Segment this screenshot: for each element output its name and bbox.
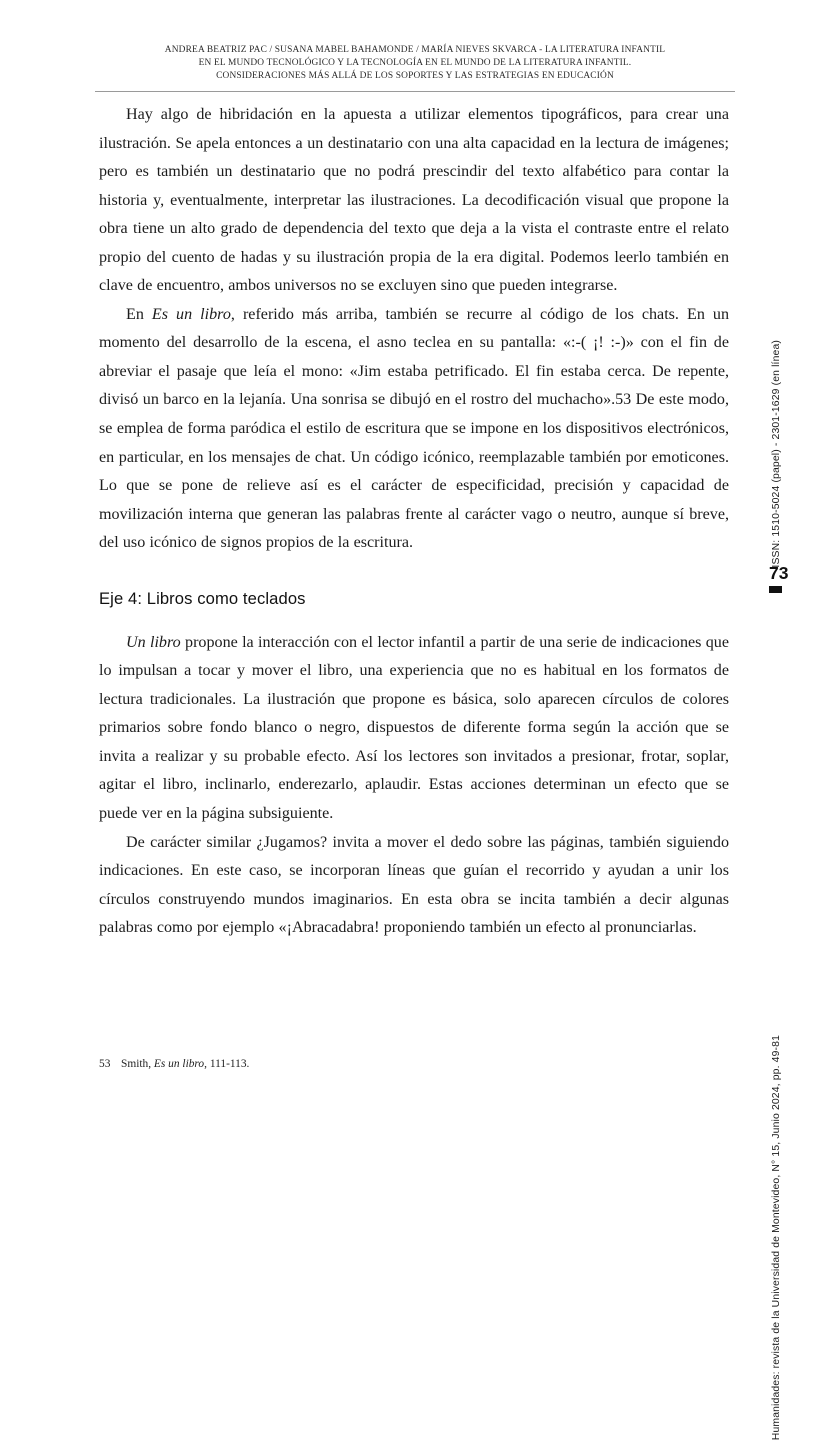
paragraph-es-un-libro (99, 301, 729, 558)
footnote-53 (99, 1056, 729, 1072)
book-title-un-libro: Un libro (126, 633, 181, 651)
running-head (95, 44, 735, 84)
main-text-column (99, 101, 729, 943)
header-divider-rule (95, 91, 735, 92)
running-head-line-3: CONSIDERACIONES MÁS ALLÁ DE LOS SOPORTES Y LAS ESTRATEGIAS EN EDUCACIÓN (216, 71, 614, 82)
footnote-title: Es un libro (153, 1058, 205, 1070)
paragraph-hibridacion: Hay algo de hibridación en la apuesta a utilizar elementos tipográficos, para crear una ilustración. Se apela entonces a un destinatario con una alta capacidad en la lectura de imágenes; pero es también un destinatario que no podrá prescindir del texto alfabético para contar la historia y, eventualmente, interpretar las ilustraciones. La decodificación visual que propone la obra tiene un alto grado de dependencia del texto que deja a la vista el contraste entre el relato propio del cuento de hadas y su ilustración propia de la era digital. Podemos leerlo también en clave de encuentro, ambos universos no se excluyen sino que pueden integrarse. (99, 106, 729, 295)
footnote-pre: Smith, (121, 1058, 154, 1070)
running-head-line-1: ANDREA BEATRIZ PAC / SUSANA MABEL BAHAMONDE / MARÍA NIEVES SKVARCA - LA LITERATURA INFANTIL (164, 45, 666, 55)
footnote-post: , 111-113. (204, 1058, 250, 1070)
page-number: 73 (769, 563, 789, 583)
paragraph-jugamos: De carácter similar ¿Jugamos? invita a mover el dedo sobre las páginas, también siguiendo indicaciones. En este caso, se incorporan líneas que guían el recorrido y ayudan a unir los círculos construyendo mundos imaginarios. En esta obra se incita también a decir algunas palabras como por ejemplo «¡Abracadabra! proponiendo también un efecto al pronunciarlas. (99, 833, 729, 937)
margin-journal-citation: Humanidades: revista de la Universidad de Montevideo, N° 15, Junio 2024, pp. 49-81 (771, 1035, 782, 1440)
section-heading-eje-4: Eje 4: Libros como teclados (99, 588, 306, 608)
folio-marker-block (769, 586, 782, 593)
paragraph-2-pre: En (126, 305, 152, 323)
running-head-line-2: EN EL MUNDO TECNOLÓGICO Y LA TECNOLOGÍA EN EL MUNDO DE LA LITERATURA INFANTIL. (198, 58, 632, 69)
paragraph-2-post: , referido más arriba, también se recurre al código de los chats. En un momento del desarrollo de la escena, el asno teclea en su pantalla: «:-( ¡! :-)» con el fin de abreviar el pasaje que leía el mono: «Jim estaba petrificado. El fin estaba cerca. De repente, divisó un barco en la lejanía. Una sonrisa se dibujó en el rostro del muchacho».53 De este modo, se emplea de forma paródica el estilo de escritura que se impone en los dispositivos electrónicos, en particular, en los mensajes de chat. Un código icónico, reemplazable también por emoticones. Lo que se pone de relieve así es el carácter de especificidad, precisión y capacidad de movilización interna que generan las palabras frente al carácter vago o neutro, aunque sí breve, del uso icónico de signos propios de la escritura. (99, 305, 729, 552)
paragraph-un-libro (99, 629, 729, 829)
page-folio (769, 564, 809, 593)
margin-issn-text: ISSN: 1510-5024 (papel) - 2301-1629 (en línea) (771, 340, 782, 568)
book-title-es-un-libro: Es un libro (151, 305, 231, 323)
paragraph-3-post: propone la interacción con el lector infantil a partir de una serie de indicaciones que lo impulsan a tocar y mover el libro, una experiencia que no es habitual en los formatos de lectura tradicionales. La ilustración que propone es básica, solo aparecen círculos de colores primarios sobre fondo blanco o negro, dispuestos de diferente forma según la acción que se invita a realizar y su probable efecto. Así los lectores son invitados a presionar, frotar, soplar, agitar el libro, inclinarlo, enderezarlo, aplaudir. Estas acciones determinan un efecto que se puede ver en la página subsiguiente. (99, 633, 729, 823)
footnote-number: 53 (99, 1058, 111, 1070)
